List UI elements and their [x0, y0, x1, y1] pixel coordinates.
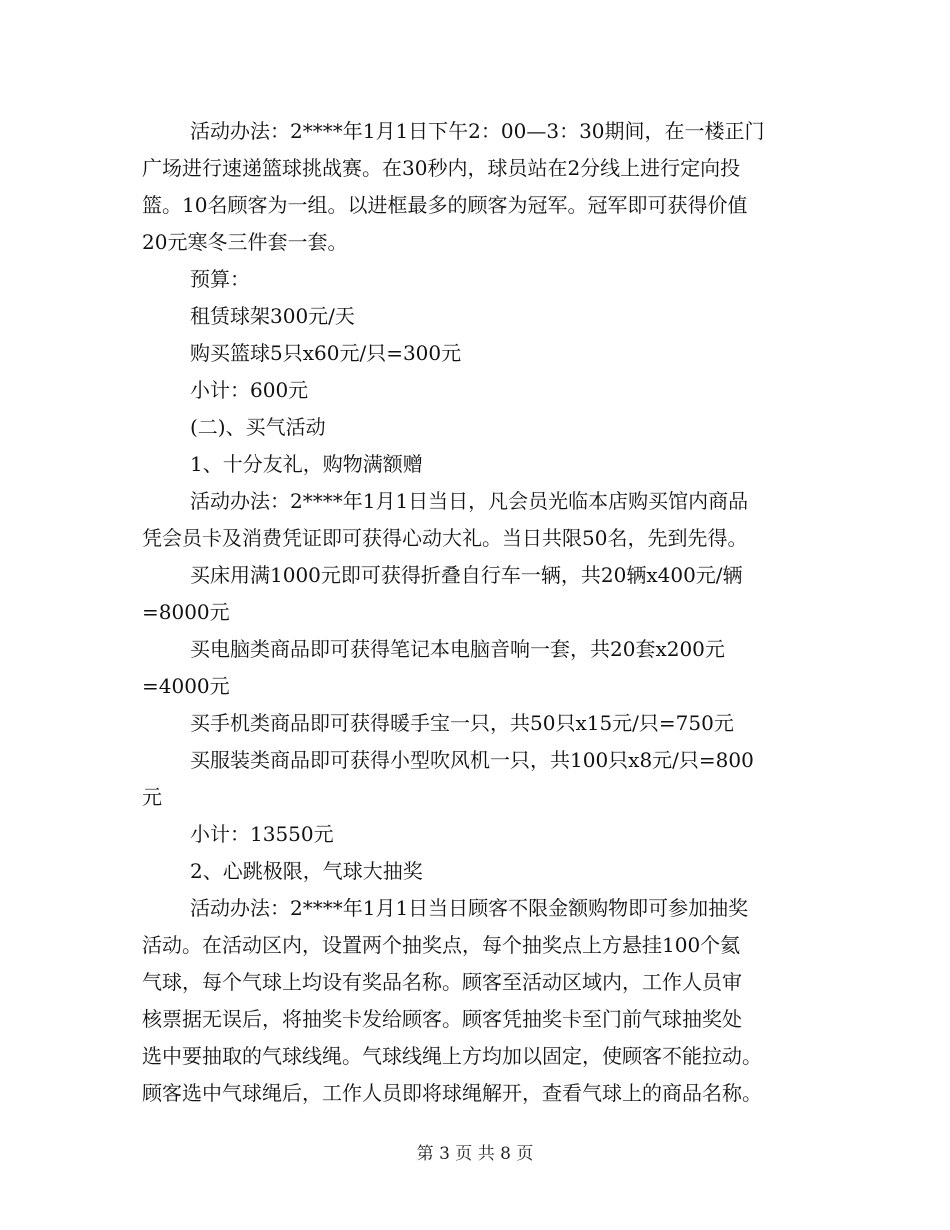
paragraph-line: =4000元	[142, 674, 230, 698]
paragraph-line: 核票据无误后，将抽奖卡发给顾客。顾客凭抽奖卡至门前气球抽奖处	[142, 1007, 742, 1031]
paragraph-line: 活动办法：2****年1月1日下午2：00—3：30期间，在一楼正门	[190, 119, 765, 143]
paragraph-line: 20元寒冬三件套一套。	[142, 230, 348, 254]
paragraph-line: 广场进行速递篮球挑战赛。在30秒内，球员站在2分线上进行定向投	[142, 156, 741, 180]
paragraph-line: 买服装类商品即可获得小型吹风机一只，共100只x8元/只=800	[190, 748, 754, 772]
paragraph-line: 购买篮球5只x60元/只=300元	[190, 341, 462, 365]
paragraph-line: 选中要抽取的气球线绳。气球线绳上方均加以固定，使顾客不能拉动。	[142, 1044, 762, 1068]
page-number-footer: 第 3 页 共 8 页	[416, 1144, 534, 1164]
paragraph-line: 买床用满1000元即可获得折叠自行车一辆，共20辆x400元/辆	[190, 563, 743, 587]
paragraph-line: 活动办法：2****年1月1日当日，凡会员光临本店购买馆内商品	[190, 489, 749, 513]
paragraph-line: 小计：600元	[190, 378, 309, 402]
paragraph-line: 气球，每个气球上均设有奖品名称。顾客至活动区域内，工作人员审	[142, 970, 742, 994]
paragraph-line: 买手机类商品即可获得暖手宝一只，共50只x15元/只=750元	[190, 711, 734, 735]
subsection-heading: 1、十分友礼，购物满额赠	[190, 452, 423, 476]
paragraph-line: 顾客选中气球绳后，工作人员即将球绳解开，查看气球上的商品名称。	[142, 1081, 762, 1105]
paragraph-line: 篮。10名顾客为一组。以进框最多的顾客为冠军。冠军即可获得价值	[142, 193, 748, 217]
paragraph-line: 凭会员卡及消费凭证即可获得心动大礼。当日共限50名，先到先得。	[142, 526, 748, 550]
paragraph-line: 小计：13550元	[190, 822, 334, 846]
paragraph-line: 活动办法：2****年1月1日当日顾客不限金额购物即可参加抽奖	[190, 896, 749, 920]
paragraph-line: 预算：	[190, 267, 250, 291]
paragraph-line: 租赁球架300元/天	[190, 304, 355, 328]
paragraph-line: 活动。在活动区内，设置两个抽奖点，每个抽奖点上方悬挂100个氦	[142, 933, 741, 957]
paragraph-line: 买电脑类商品即可获得笔记本电脑音响一套，共20套x200元	[190, 637, 725, 661]
paragraph-line: 元	[142, 785, 162, 809]
subsection-heading: 2、心跳极限，气球大抽奖	[190, 859, 423, 883]
paragraph-line: =8000元	[142, 600, 230, 624]
section-heading: (二)、买气活动	[190, 415, 326, 439]
